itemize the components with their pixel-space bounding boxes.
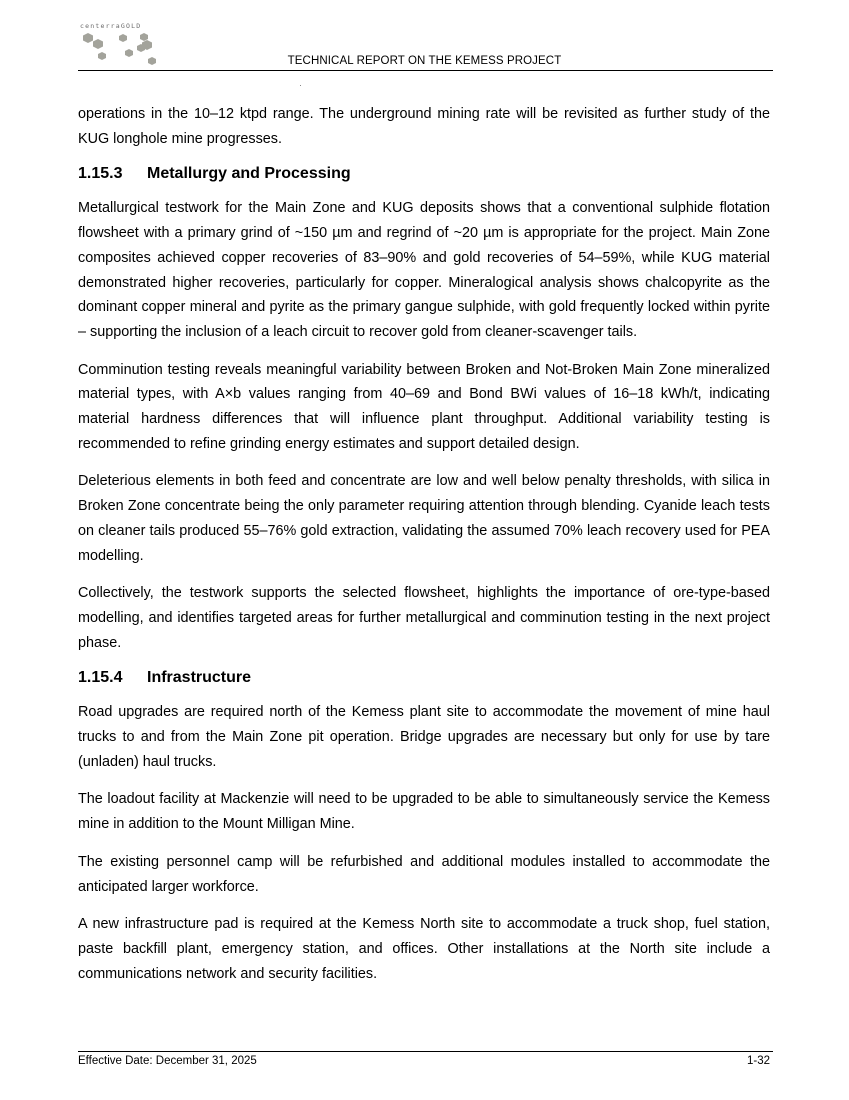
metallurgy-paragraph-3: Deleterious elements in both feed and concentrate are low and well below penalty thresholds, with silica in Broken Zone concentrate being the only parameter requiring attention through blending. Cyanide leach tests on cleaner tails produced 55–76% gold extraction, validating the assumed 70% leach recovery used for PEA modelling. bbox=[78, 473, 770, 564]
infrastructure-paragraph-2: The loadout facility at Mackenzie will need to be upgraded to be able to simultaneously service the Kemess mine in addition to the Mount Milligan Mine. bbox=[78, 791, 770, 833]
infrastructure-paragraph-3: The existing personnel camp will be refurbished and additional modules installed to accommodate the anticipated larger workforce. bbox=[78, 853, 770, 895]
header-divider bbox=[78, 70, 773, 71]
page-number: 1-32 bbox=[746, 1055, 770, 1067]
effective-date: Effective Date: December 31, 2025 bbox=[78, 1055, 257, 1067]
footer-divider bbox=[78, 1051, 773, 1052]
section-heading-metallurgy bbox=[78, 164, 770, 184]
logo-wordmark: centerraGOLD bbox=[80, 22, 142, 30]
section-title: Metallurgy and Processing bbox=[147, 165, 351, 183]
infrastructure-paragraph-1: Road upgrades are required north of the Kemess plant site to accommodate the movement of mine haul trucks to and from the Main Zone pit operation. Bridge upgrades are necessary but only for use by tare (unladen) haul trucks. bbox=[78, 704, 770, 770]
intro-paragraph: operations in the 10–12 ktpd range. The underground mining rate will be revisited as further study of the KUG longhole mine progresses. bbox=[78, 106, 770, 147]
page-body bbox=[78, 102, 770, 999]
report-title: TECHNICAL REPORT ON THE KEMESS PROJECT bbox=[287, 55, 562, 67]
metallurgy-paragraph-1: Metallurgical testwork for the Main Zone and KUG deposits shows that a conventional sulphide flotation flowsheet with a primary grind of ~150 µm and regrind of ~20 µm is appropriate for the project. Main Zone composites achieved copper recoveries of 83–90% and gold recoveries of 54–59%, while KUG material demonstrated higher recoveries, particularly for copper. Mineralogical analysis shows chalcopyrite as the dominant copper mineral and pyrite as the primary gangue sulphide, with gold frequently locked within pyrite – supporting the inclusion of a leach circuit to recover gold from cleaner-scavenger tails. bbox=[78, 200, 770, 340]
speck bbox=[300, 85, 301, 86]
section-heading-infrastructure bbox=[78, 668, 770, 688]
section-number: 1.15.3 bbox=[78, 165, 123, 183]
section-title: Infrastructure bbox=[147, 669, 252, 687]
infrastructure-paragraph-4: A new infrastructure pad is required at the Kemess North site to accommodate a truck shop, fuel station, paste backfill plant, emergency station, and offices. Other installations at the North site include a communications network and security facilities. bbox=[78, 916, 770, 982]
metallurgy-paragraph-2: Comminution testing reveals meaningful variability between Broken and Not-Broken Main Zone mineralized material types, with A×b values ranging from 40–69 and Bond BWi values of 16–18 kWh/t, indicating material hardness differences that will influence plant throughput. Additional variability testing is recommended to refine grinding energy estimates and support detailed design. bbox=[78, 361, 770, 452]
metallurgy-paragraph-4: Collectively, the testwork supports the selected flowsheet, highlights the importance of ore-type-based modelling, and identifies targeted areas for further metallurgical and comminution testing in the next project phase. bbox=[78, 585, 770, 651]
section-number: 1.15.4 bbox=[78, 669, 123, 687]
